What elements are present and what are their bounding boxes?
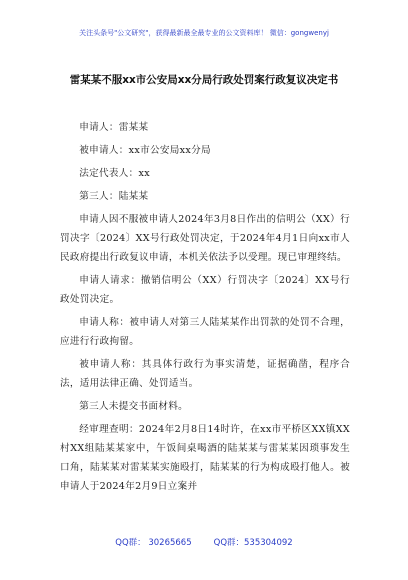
legal-representative-line: 法定代表人：xx <box>79 168 150 179</box>
respondent-line: 被申请人：xx市公安局xx分局 <box>79 145 211 156</box>
qq-group-2: QQ群：535304092 <box>213 538 293 548</box>
top-banner: 关注头条号"公文研究"，获得最新最全最专业的公文资料库！ 微信：gongwenyj <box>79 29 329 37</box>
third-party-line: 第三人：陆某某 <box>79 191 149 202</box>
findings-paragraph: 经审理查明：2024年2月8日14时许，在xx市平桥区XX镇XX村XX组陆某某家中，午饭间桌喝酒的陆某某与雷某某因琐事发生口角，陆某某对雷某某实施殴打，陆某某的行为构成殴打他人。被申请人于2024年2月9日立案并 <box>60 424 350 492</box>
footer-contacts <box>0 536 408 548</box>
document-body <box>60 118 350 500</box>
document-title: 雷某某不服xx市公安局xx分局行政处罚案行政复议决定书 <box>69 74 339 86</box>
applicant-request-paragraph: 申请人请求：撤销信明公（XX）行罚决字〔2024〕XX号行政处罚决定。 <box>60 275 350 305</box>
applicant-line: 申请人：雷某某 <box>79 122 149 133</box>
qq-group-1: QQ群： 30265665 <box>115 538 192 548</box>
applicant-claim-paragraph: 申请人称：被申请人对第三人陆某某作出罚款的处罚不合理，应进行行政拘留。 <box>60 317 350 347</box>
case-intro-paragraph: 申请人因不服被申请人2024年3月8日作出的信明公（XX）行罚决字〔2024〕XX号行政处罚决定，于2024年4月1日向xx市人民政府提出行政复议申请，本机关依法予以受理。现已审理终结。 <box>60 214 350 263</box>
respondent-claim-paragraph: 被申请人称：其具体行政行为事实清楚，证据确凿，程序合法，适用法律正确、处罚适当。 <box>60 359 350 389</box>
third-party-statement-paragraph: 第三人未提交书面材料。 <box>79 401 189 412</box>
